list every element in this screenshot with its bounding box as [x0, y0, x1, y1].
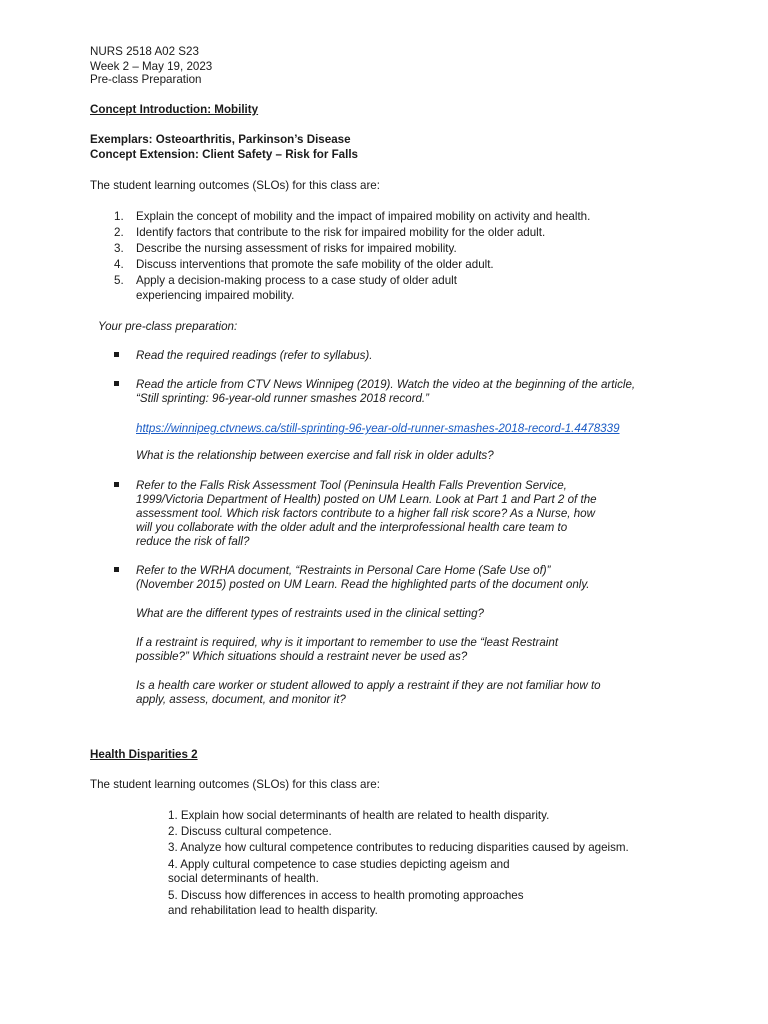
- disparities-slo-5-line2: and rehabilitation lead to health disparity.: [168, 904, 378, 917]
- disparities-slo-4-line2: social determinants of health.: [168, 872, 319, 885]
- slo-number: 4.: [114, 258, 124, 271]
- prep-question-apply-restraint-line2: apply, assess, document, and monitor it?: [136, 693, 346, 706]
- slo-item: Discuss interventions that promote the safe mobility of the older adult.: [136, 258, 494, 271]
- slo-item: Explain the concept of mobility and the impact of impaired mobility on activity and health.: [136, 210, 591, 223]
- disparities-slo-1: 1. Explain how social determinants of health are related to health disparity.: [168, 809, 550, 822]
- week-date: Week 2 – May 19, 2023: [90, 60, 213, 73]
- course-code: NURS 2518 A02 S23: [90, 45, 199, 58]
- slo-item-continued: experiencing impaired mobility.: [136, 289, 295, 302]
- prep-item-falls-tool-line3: assessment tool. Which risk factors contribute to a higher fall risk score? As a Nurse, how: [136, 507, 595, 520]
- exemplars-line: Exemplars: Osteoarthritis, Parkinson’s Disease: [90, 133, 351, 146]
- disparities-slo-5: 5. Discuss how differences in access to health promoting approaches: [168, 889, 524, 902]
- disparities-slo-3: 3. Analyze how cultural competence contributes to reducing disparities caused by ageism.: [168, 841, 629, 854]
- prep-question-apply-restraint: Is a health care worker or student allowed to apply a restraint if they are not familiar how to: [136, 679, 601, 692]
- slo-item: Identify factors that contribute to the risk for impaired mobility for the older adult.: [136, 226, 546, 239]
- square-bullet-icon: [114, 352, 119, 357]
- prep-item-article: Read the article from CTV News Winnipeg (2019). Watch the video at the beginning of the article,: [136, 378, 636, 391]
- ctv-article-link[interactable]: https://winnipeg.ctvnews.ca/still-sprinting-96-year-old-runner-smashes-2018-record-1.4478339: [136, 422, 620, 435]
- extension-line: Concept Extension: Client Safety – Risk for Falls: [90, 148, 359, 161]
- slo-number: 3.: [114, 242, 124, 255]
- disparities-slo-2: 2. Discuss cultural competence.: [168, 825, 332, 838]
- prep-item-readings: Read the required readings (refer to syllabus).: [136, 349, 373, 362]
- prep-heading: Your pre-class preparation:: [98, 320, 238, 333]
- slo-item: Apply a decision-making process to a case study of older adult: [136, 274, 457, 287]
- concept-title: Concept Introduction: Mobility: [90, 103, 259, 116]
- prep-label: Pre-class Preparation: [90, 73, 202, 86]
- square-bullet-icon: [114, 482, 119, 487]
- prep-question-least-restraint: If a restraint is required, why is it important to remember to use the “least Restraint: [136, 636, 559, 649]
- prep-item-article-title: “Still sprinting: 96-year-old runner smashes 2018 record.”: [136, 392, 429, 405]
- prep-item-falls-tool: Refer to the Falls Risk Assessment Tool (Peninsula Health Falls Prevention Service,: [136, 479, 567, 492]
- disparities-title: Health Disparities 2: [90, 748, 198, 761]
- disparities-slo-intro: The student learning outcomes (SLOs) for this class are:: [90, 778, 380, 791]
- prep-question-exercise: What is the relationship between exercise and fall risk in older adults?: [136, 449, 494, 462]
- disparities-slo-4: 4. Apply cultural competence to case studies depicting ageism and: [168, 858, 510, 871]
- prep-item-falls-tool-line2: 1999/Victoria Department of Health) posted on UM Learn. Look at Part 1 and Part 2 of the: [136, 493, 597, 506]
- prep-item-wrha: Refer to the WRHA document, “Restraints in Personal Care Home (Safe Use of)”: [136, 564, 551, 577]
- slo-number: 2.: [114, 226, 124, 239]
- slo-intro: The student learning outcomes (SLOs) for this class are:: [90, 179, 380, 192]
- slo-number: 5.: [114, 274, 124, 287]
- slo-item: Describe the nursing assessment of risks for impaired mobility.: [136, 242, 457, 255]
- prep-item-wrha-line2: (November 2015) posted on UM Learn. Read the highlighted parts of the document only.: [136, 578, 590, 591]
- prep-item-falls-tool-line4: will you collaborate with the older adult and the interprofessional health care team to: [136, 521, 568, 534]
- prep-question-least-restraint-line2: possible?” Which situations should a restraint never be used as?: [136, 650, 468, 663]
- prep-question-restraint-types: What are the different types of restraints used in the clinical setting?: [136, 607, 484, 620]
- prep-item-falls-tool-line5: reduce the risk of fall?: [136, 535, 250, 548]
- slo-number: 1.: [114, 210, 124, 223]
- square-bullet-icon: [114, 567, 119, 572]
- square-bullet-icon: [114, 381, 119, 386]
